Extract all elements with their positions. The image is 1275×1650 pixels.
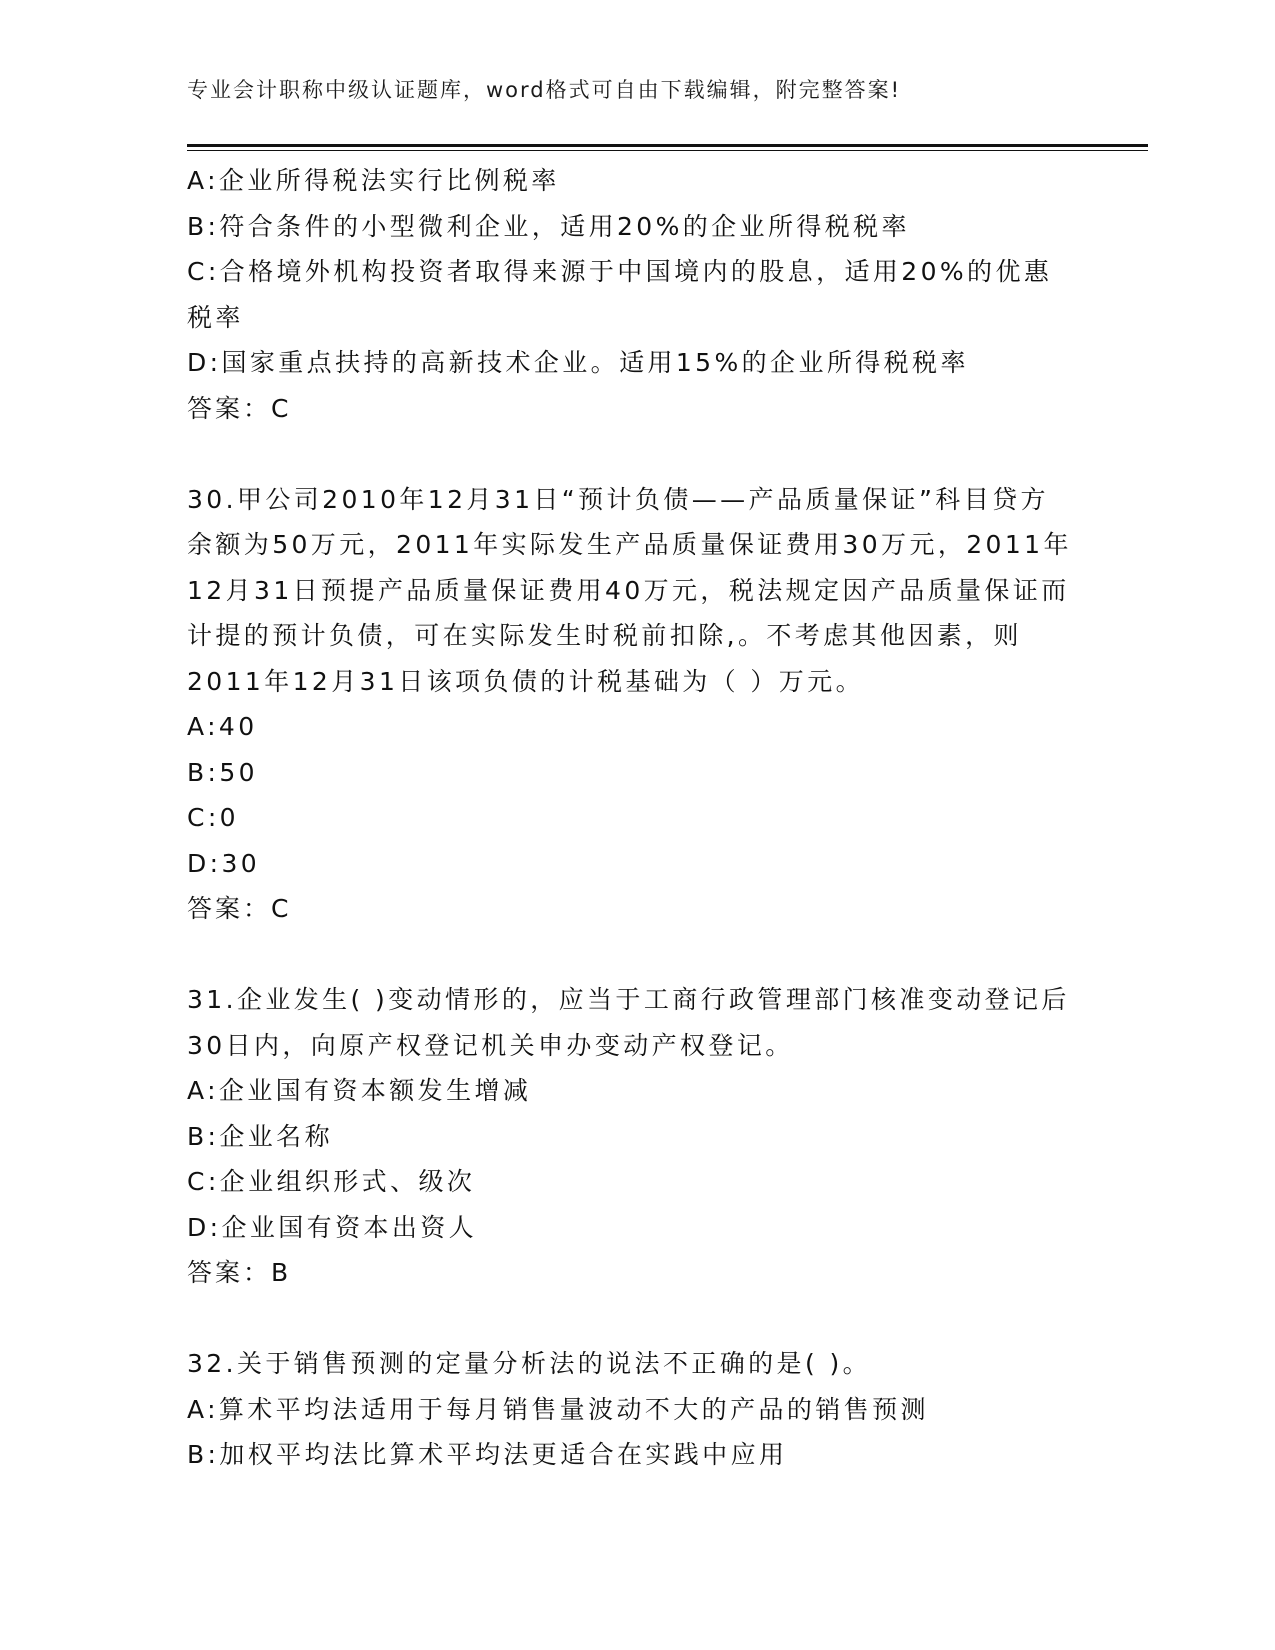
q29-option-a: A:企业所得税法实行比例税率 <box>187 166 560 195</box>
q29-option-b: B:符合条件的小型微利企业，适用20%的企业所得税税率 <box>187 211 910 241</box>
q32-option-a: A:算术平均法适用于每月销售量波动不大的产品的销售预测 <box>187 1394 929 1424</box>
header-rule-thin <box>187 150 1148 151</box>
q31-option-a: A:企业国有资本额发生增减 <box>187 1076 532 1105</box>
q30-answer: 答案：C <box>187 894 292 923</box>
spacer <box>187 932 1077 978</box>
header-rule-thick <box>187 144 1148 147</box>
q30-option-a: A:40 <box>187 712 258 741</box>
q31-answer: 答案：B <box>187 1258 292 1287</box>
q30-stem: 30.甲公司2010年12月31日“预计负债——产品质量保证”科目贷方余额为50万元，2011年实际发生产品质量保证费用30万元，2011年12月31日预提产品质量保证费用40万元，税法规定因产品质量保证而计提的预计负债，可在实际发生时税前扣除,。不考虑其他因素，则2011年12月31日该项负债的计税基础为（ ）万元。 <box>187 484 1072 696</box>
spacer <box>187 1296 1077 1342</box>
q30-option-c: C:0 <box>187 803 239 832</box>
q31-option-c: C:企业组织形式、级次 <box>187 1167 476 1196</box>
q30-option-d: D:30 <box>187 848 261 878</box>
page-header: 专业会计职称中级认证题库，word格式可自由下载编辑，附完整答案! <box>187 78 902 102</box>
q29-option-d: D:国家重点扶持的高新技术企业。适用15%的企业所得税税率 <box>187 348 969 377</box>
spacer <box>187 431 1077 477</box>
q29-answer: 答案：C <box>187 393 292 423</box>
q30-option-b: B:50 <box>187 757 258 787</box>
q29-option-c: C:合格境外机构投资者取得来源于中国境内的股息，适用20%的优惠税率 <box>187 257 1053 332</box>
q31-stem: 31.企业发生( )变动情形的，应当于工商行政管理部门核准变动登记后30日内，向原产权登记机关申办变动产权登记。 <box>187 985 1070 1060</box>
document-body <box>187 158 1077 1478</box>
q32-option-b: B:加权平均法比算术平均法更适合在实践中应用 <box>187 1440 788 1469</box>
q31-option-b: B:企业名称 <box>187 1121 333 1151</box>
q31-option-d: D:企业国有资本出资人 <box>187 1212 478 1242</box>
q32-stem: 32.关于销售预测的定量分析法的说法不正确的是( )。 <box>187 1349 872 1378</box>
